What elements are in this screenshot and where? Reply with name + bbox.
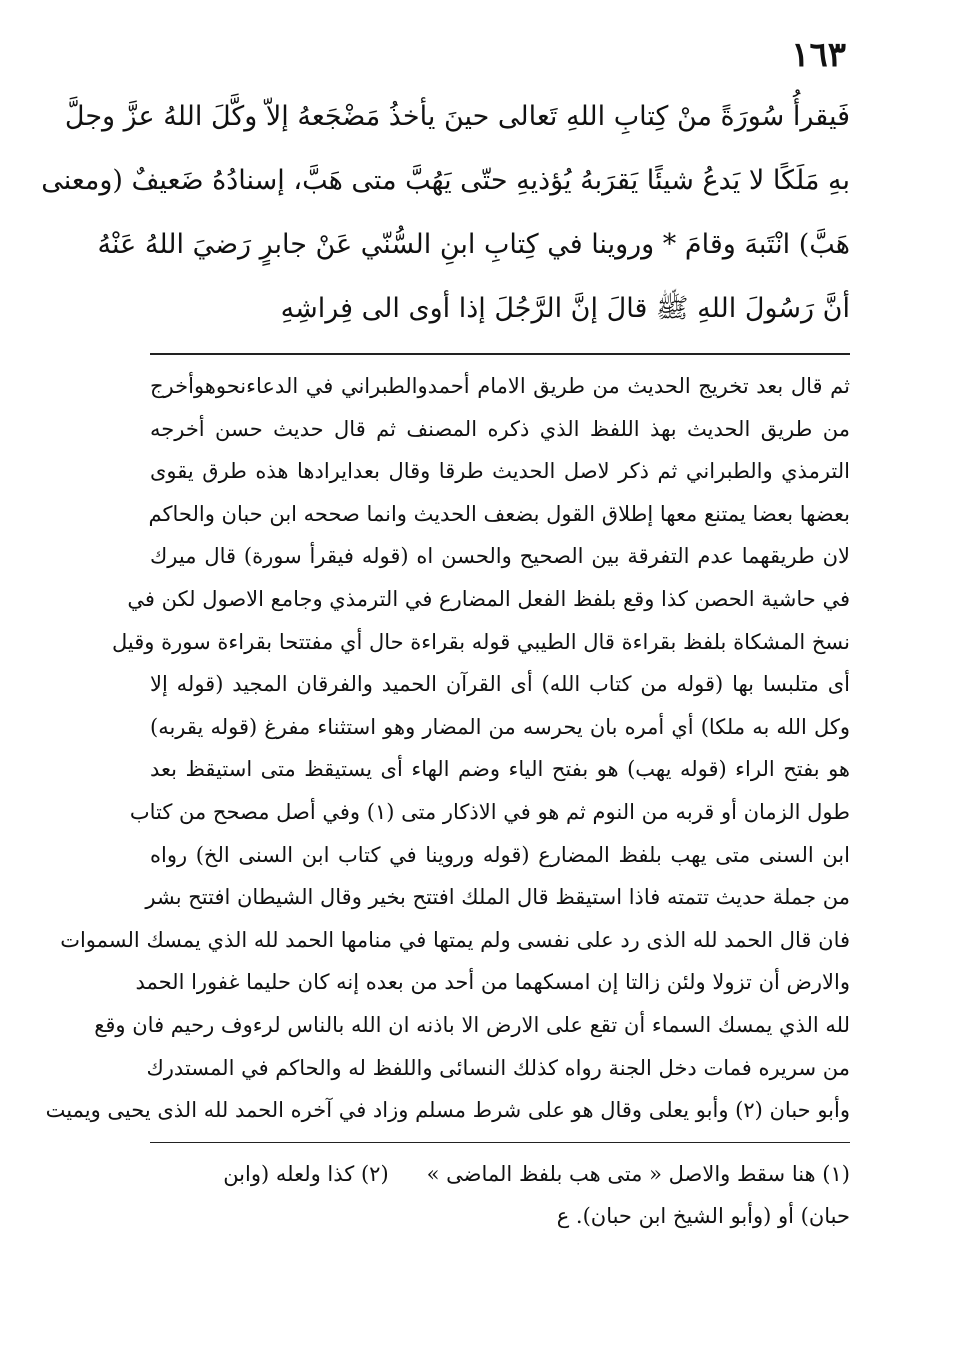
commentary-line: ثم قال بعد تخريج الحديث من طريق الامام أحمدوالطبراني في الدعاءنحوهوأخرج	[150, 374, 850, 398]
commentary-line: وأبو حبان (٢) وأبو يعلى وقال هو على شرط مسلم وزاد في آخره الحمد لله الذى يحيى ويميت	[45, 1098, 850, 1123]
commentary-line: فان قال الحمد لله الذى رد على نفسى ولم يمتها في منامها الحمد لله الذي يمسك السموات	[60, 927, 850, 952]
commentary-line: طول الزمان أو قربه من النوم ثم هو في الاذكار متى (١) وفي أصل مصحح من كتاب	[129, 799, 850, 824]
commentary-line: نسخ المشكاة بلفظ بقراءة قال الطيبي قوله بقراءة حال أي مفتتحا بقراءة سورة وقيل	[112, 629, 850, 654]
commentary-line: بعضها بعضا يمتنع معها إطلاق القول بضعف الحديث وانما صححه ابن حبان والحاكم	[148, 501, 850, 526]
commentary-line: ابن السنى متى يهب بلفظ المضارع (قوله وروينا في كتاب ابن السنى الخ) رواه	[150, 842, 850, 867]
footnote-2-end: حبان) أو (وأبو الشيخ ابن حبان). ع	[556, 1203, 850, 1228]
commentary-line: من طريق الحديث بهذ اللفظ الذي ذكره المصنف ثم قال حديث حسن أخرجه	[150, 416, 850, 441]
commentary-line: من سريره فمات دخل الجنة رواه كذلك النسائى واللفظ له والحاكم في المستدرك	[146, 1055, 850, 1080]
footnote-2-start: (٢) كذا ولعله (وابن	[223, 1161, 389, 1186]
commentary-line: لان طريقهما عدم التفرقة بين الصحيح والحسن اه (قوله فيقرأ سورة) قال ميرك	[150, 544, 850, 569]
main-text-divider	[150, 353, 850, 355]
page-number: ١٦٣	[791, 35, 846, 75]
commentary-line: لله الذي يمسك السماء أن تقع على الارض الا باذنه ان الله بالناس لرءوف رحيم فان وقع	[94, 1012, 850, 1037]
main-text-line: هَبَّ) انْتَبهَ وقامَ * وروينا في كِتابِ ابنِ السُّنّي عَنْ جابرٍ رَضيَ اللهُ عَنْهُ	[97, 229, 850, 260]
commentary-line: وكل الله به ملكا) أي أمره بان يحرسه من المضار وهو استثناء مفرغ (قوله يقربه)	[150, 714, 850, 739]
commentary-line: في حاشية الحصن كذا وقع بلفظ الفعل المضارع في الترمذي وجامع الاصول لكن في	[127, 586, 850, 611]
main-text-line: بهِ مَلَكًا لا يَدعُ شيئًا يَقرَبهُ يُؤذيهِ حتّى يَهُبَّ متى هَبَّ، إسنادُهُ ضَعيفٌ (ومعنى	[41, 165, 850, 196]
book-page	[41, 30, 850, 1237]
commentary-line: الترمذي والطبراني ثم ذكر لاصل الحديث طرقا وقال بعدايرادها هذه طرق يقوى	[150, 459, 850, 484]
footnote-1: (١) هنا سقط والاصل « متى هب بلفظ الماضى »	[426, 1161, 850, 1186]
commentary-line: هو بفتح الراء (قوله يهب) هو بفتح الياء وضم الهاء أى يستيقظ متى استيقظ بعد	[150, 757, 850, 782]
commentary-line: أى متلبسا بها (قوله من كتاب الله) أى القرآن الحميد والفرقان المجيد (قوله إلا	[150, 672, 850, 697]
commentary-line: من جملة حديث تتمته فاذا استيقظ قال الملك افتتح بخير وقال الشيطان افتتح بشر	[145, 885, 850, 910]
footnotes	[150, 1153, 850, 1237]
main-text-line: أنَّ رَسُولَ اللهِ ﷺ قالَ إنَّ الرَّجُلَ إذا أوى الى فِراشِهِ	[280, 293, 850, 324]
footnote-row	[150, 1153, 850, 1195]
commentary-text	[45, 365, 850, 1132]
main-hadith-text	[41, 85, 850, 341]
footnote-divider	[150, 1142, 850, 1143]
main-text-line: فَيقرأُ سُورَةً منْ كِتابِ اللهِ تَعالى حينَ يأخذُ مَضْجَعهُ إلاّ وكَّلَ اللهُ عزَّ وجلَّ	[64, 101, 850, 132]
commentary-line: والارض أن تزولا ولئن زالتا إن امسكهما من أحد من بعده إنه كان حليما غفورا الحمد	[135, 970, 850, 995]
